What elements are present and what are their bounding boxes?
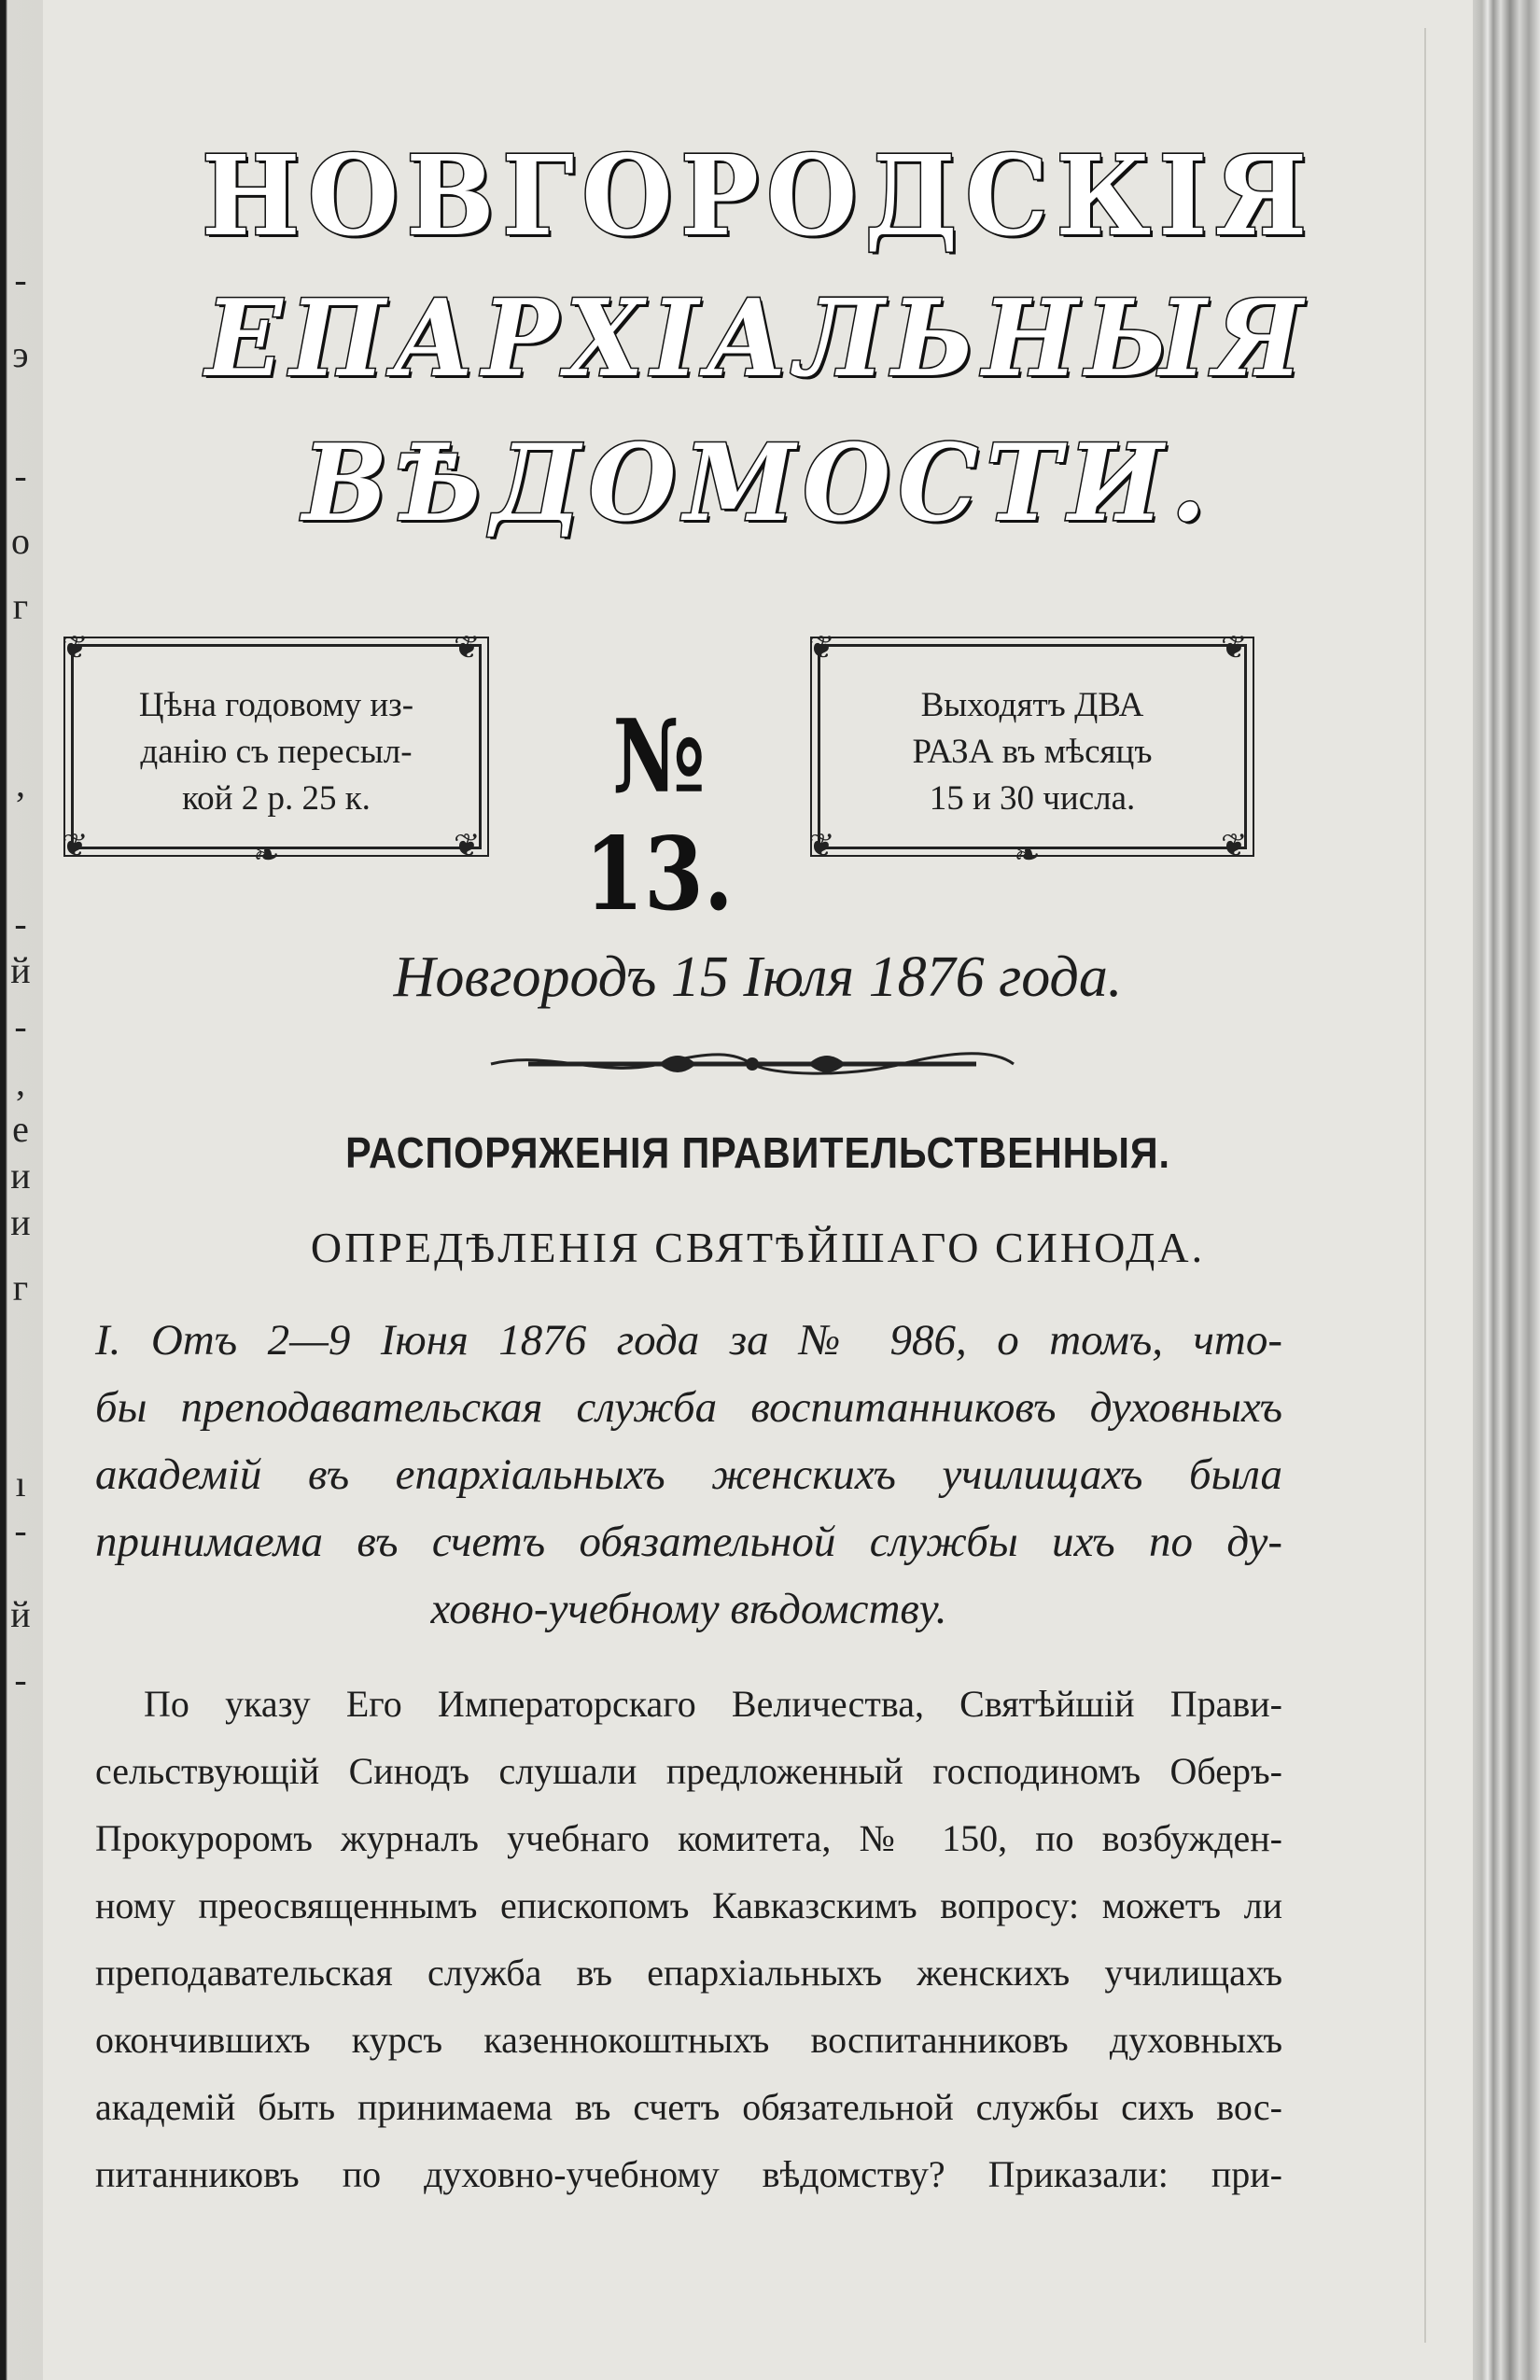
price-line-2: данію съ пересыл-: [140, 733, 413, 771]
left-strip-char: г: [12, 1267, 29, 1309]
body-line: Прокуроромъ журналъ учебнаго комитета, № 150, по возбужден-: [95, 1817, 1282, 1859]
left-strip-char: -: [14, 1509, 27, 1551]
price-box: [71, 644, 482, 849]
corner-ornament-icon: ❦: [62, 631, 89, 665]
body-line: академій быть принимаема въ счетъ обязательной службы сихъ вос-: [95, 2086, 1282, 2128]
scroll-ornament-icon: ❧: [1014, 838, 1041, 873]
frequency-box: [818, 644, 1247, 849]
body-line: сельствующій Синодъ слушали предложенный господиномъ Оберъ-: [95, 1750, 1282, 1792]
frequency-line-2: РАЗА въ мѣсяцъ: [912, 733, 1153, 771]
body-line: окончившихъ курсъ казеннокоштныхъ воспитанниковъ духовныхъ: [95, 2019, 1282, 2061]
body-line: питанниковъ по духовно-учебному вѣдомству? Приказали: при-: [95, 2153, 1282, 2195]
corner-ornament-icon: ❦: [808, 829, 835, 863]
body-line: преподавательская служба въ епархіальныхъ женскихъ училищахъ: [95, 1952, 1282, 1994]
flourish-divider-icon: [472, 1045, 1032, 1083]
left-strip-char: и: [10, 1201, 31, 1243]
sub-title: ОПРЕДѢЛЕНІЯ СВЯТѢЙШАГО СИНОДА.: [310, 1224, 1206, 1271]
newspaper-page: [43, 0, 1473, 2380]
dateline: Новгородъ 15 Іюля 1876 года.: [393, 945, 1123, 1009]
left-strip-char: э: [12, 333, 29, 375]
left-strip-char: -: [14, 903, 27, 945]
body-line: По указу Его Императорскаго Величества, Святѣйшій Прави-: [144, 1683, 1282, 1725]
scroll-ornament-icon: ❧: [253, 838, 280, 873]
decree-body: [95, 1671, 1282, 2208]
price-line-3: кой 2 р. 25 к.: [182, 779, 371, 818]
left-strip-char: й: [10, 949, 31, 991]
left-strip-char: ,: [16, 1061, 25, 1103]
corner-ornament-icon: ❦: [808, 631, 835, 665]
left-strip-char: -: [14, 1659, 27, 1701]
left-strip-char: о: [11, 520, 30, 562]
left-strip-char: и: [10, 1155, 31, 1197]
corner-ornament-icon: ❦: [1221, 829, 1248, 863]
section-title: РАСПОРЯЖЕНІЯ ПРАВИТЕЛЬСТВЕННЫЯ.: [345, 1128, 1170, 1177]
corner-ornament-icon: ❦: [62, 829, 89, 863]
left-strip-char: й: [10, 1593, 31, 1635]
decree-heading-line: I. Отъ 2—9 Іюня 1876 года за № 986, о томъ, что-: [95, 1316, 1282, 1365]
decree-heading-line: академій въ епархіальныхъ женскихъ училищахъ была: [95, 1450, 1282, 1499]
masthead-line-3: ВѢДОМОСТИ.: [301, 421, 1214, 546]
book-binding-edge: [1473, 0, 1540, 2380]
left-strip-char: -: [14, 259, 27, 301]
adjacent-page-strip: [0, 0, 43, 2380]
price-line-1: Цѣна годовому из-: [138, 686, 414, 724]
corner-ornament-icon: ❦: [454, 631, 481, 665]
body-line: ному преосвященнымъ епископомъ Кавказскимъ вопросу: можетъ ли: [95, 1884, 1282, 1926]
left-strip-char: г: [12, 585, 29, 627]
left-strip-char: ,: [16, 763, 25, 805]
frequency-line-1: Выходятъ ДВА: [920, 686, 1144, 724]
left-strip-char: е: [12, 1108, 29, 1150]
masthead-line-1: НОВГОРОДСКІЯ: [201, 132, 1315, 261]
decree-heading-line: принимаема въ счетъ обязательной службы ихъ по ду-: [95, 1518, 1282, 1566]
issue-number: № 13.: [584, 698, 734, 933]
corner-ornament-icon: ❦: [454, 829, 481, 863]
frequency-line-3: 15 и 30 числа.: [929, 779, 1136, 818]
decree-heading-line: бы преподавательская служба воспитанниковъ духовныхъ: [95, 1383, 1282, 1432]
masthead-line-2: ЕПАРХІАЛЬНЫЯ: [205, 276, 1310, 401]
left-strip-char: -: [14, 1005, 27, 1047]
left-strip-char: -: [14, 455, 27, 497]
left-strip-char: ı: [15, 1463, 26, 1505]
decree-heading-line: ховно-учебному вѣдомству.: [430, 1585, 947, 1633]
decree-heading: [95, 1307, 1282, 1643]
corner-ornament-icon: ❦: [1221, 631, 1248, 665]
